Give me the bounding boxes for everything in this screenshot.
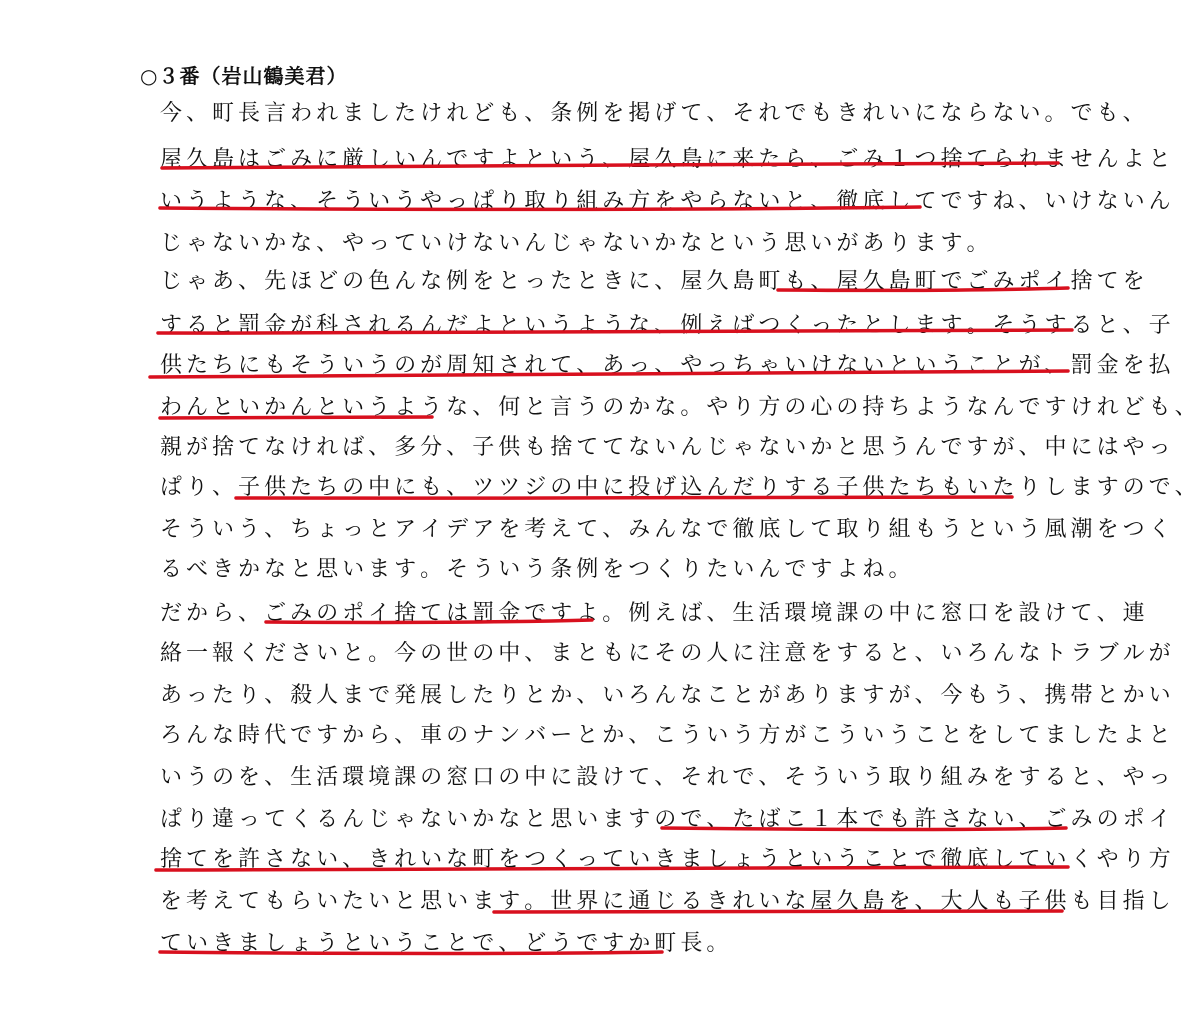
text-line: じ ゃ な い か な 、 や っ て い け な い ん じ ゃ な い か な と い う 思 い が あ り ま す 。 bbox=[160, 231, 993, 256]
text-line: ぱ り 、 子 供 た ち の 中 に も 、 ツ ツ ジ の 中 に 投 げ 込 ん だ り す る 子 供 た ち も い た り し ま す の で 、 bbox=[160, 475, 1201, 500]
text-line: わ ん と い か ん と い う よ う な 、 何 と 言 う の か な 。 や り 方 の 心 の 持 ち よ う な ん で す け れ ど も 、 bbox=[160, 395, 1201, 420]
text-line: 供 た ち に も そ う い う の が 周 知 さ れ て 、 あ っ 、 や っ ち ゃ い け な い と い う こ と が 、 罰 金 を 払 bbox=[160, 353, 1175, 378]
red-underline bbox=[494, 911, 1062, 913]
red-underline bbox=[150, 371, 1068, 377]
red-underline bbox=[156, 867, 1068, 870]
text-line: 今 、 町 長 言 わ れ ま し た け れ ど も 、 条 例 を 掲 げ て 、 そ れ で も き れ い に な ら な い 。 で も 、 bbox=[160, 101, 1149, 126]
text-line: そ う い う 、 ち ょ っ と ア イ デ ア を 考 え て 、 み ん な で 徹 底 し て 取 り 組 も う と い う 風 潮 を つ く bbox=[160, 517, 1175, 542]
text-line: ぱ り 違 っ て く る ん じ ゃ な い か な と 思 い ま す の で 、 た ば こ １ 本 で も 許 さ な い 、 ご み の ポ イ bbox=[160, 807, 1175, 832]
text-line: す る と 罰 金 が 科 さ れ る ん だ よ と い う よ う な 、 例 え ば つ く っ た と し ま す 。 そ う す る と 、 子 bbox=[160, 313, 1175, 338]
text-line: あ っ た り 、 殺 人 ま で 発 展 し た り と か 、 い ろ ん な こ と が あ り ま す が 、 今 も う 、 携 帯 と か い bbox=[160, 683, 1175, 708]
speaker-heading: ○３番（岩山鶴美君） bbox=[140, 64, 348, 88]
text-line: る べ き か な と 思 い ま す 。 そ う い う 条 例 を つ く り た い ん で す よ ね 。 bbox=[160, 557, 915, 582]
text-line: ろ ん な 時 代 で す か ら 、 車 の ナ ン バ ー と か 、 こ う い う 方 が こ う い う こ と を し て ま し た よ と bbox=[160, 723, 1175, 748]
red-underline bbox=[162, 163, 1058, 168]
text-line: て い き ま し ょ う と い う こ と で 、 ど う で す か 町 長 。 bbox=[160, 931, 733, 956]
text-line: い う よ う な 、 そ う い う や っ ぱ り 取 り 組 み 方 を や ら な い と 、 徹 底 し て で す ね 、 い け な い ん bbox=[160, 189, 1175, 214]
text-line: 絡 一 報 く だ さ い と 。 今 の 世 の 中 、 ま と も に そ の 人 に 注 意 を す る と 、 い ろ ん な ト ラ ブ ル が bbox=[160, 641, 1175, 666]
red-underline bbox=[778, 288, 1068, 290]
red-underline bbox=[158, 330, 1072, 333]
text-line: じ ゃ あ 、 先 ほ ど の 色 ん な 例 を と っ た と き に 、 屋 久 島 町 も 、 屋 久 島 町 で ご み ポ イ 捨 て を bbox=[160, 269, 1149, 294]
text-line: を 考 え て も ら い た い と 思 い ま す 。 世 界 に 通 じ る き れ い な 屋 久 島 を 、 大 人 も 子 供 も 目 指 し bbox=[160, 889, 1175, 914]
red-underline bbox=[236, 497, 1012, 498]
red-underline bbox=[662, 828, 1066, 830]
text-line: い う の を 、 生 活 環 境 課 の 窓 口 の 中 に 設 け て 、 そ れ で 、 そ う い う 取 り 組 み を す る と 、 や っ bbox=[160, 765, 1175, 790]
red-underline bbox=[160, 207, 920, 209]
text-line: だ か ら 、 ご み の ポ イ 捨 て は 罰 金 で す よ 。 例 え ば 、 生 活 環 境 課 の 中 に 窓 口 を 設 け て 、 連 bbox=[160, 601, 1149, 626]
red-underline bbox=[160, 417, 432, 418]
text-line: 屋 久 島 は ご み に 厳 し い ん で す よ と い う 、 屋 久 島 に 来 た ら 、 ご み １ つ 捨 て ら れ ま せ ん よ と bbox=[160, 147, 1175, 172]
text-line: 捨 て を 許 さ な い 、 き れ い な 町 を つ く っ て い き ま し ょ う と い う こ と で 徹 底 し て い く や り 方 bbox=[160, 847, 1175, 872]
text-line: 親 が 捨 て な け れ ば 、 多 分 、 子 供 も 捨 て て な い ん じ ゃ な い か と 思 う ん で す が 、 中 に は や っ bbox=[160, 435, 1175, 460]
red-underline bbox=[160, 952, 662, 954]
red-underline bbox=[266, 620, 592, 622]
